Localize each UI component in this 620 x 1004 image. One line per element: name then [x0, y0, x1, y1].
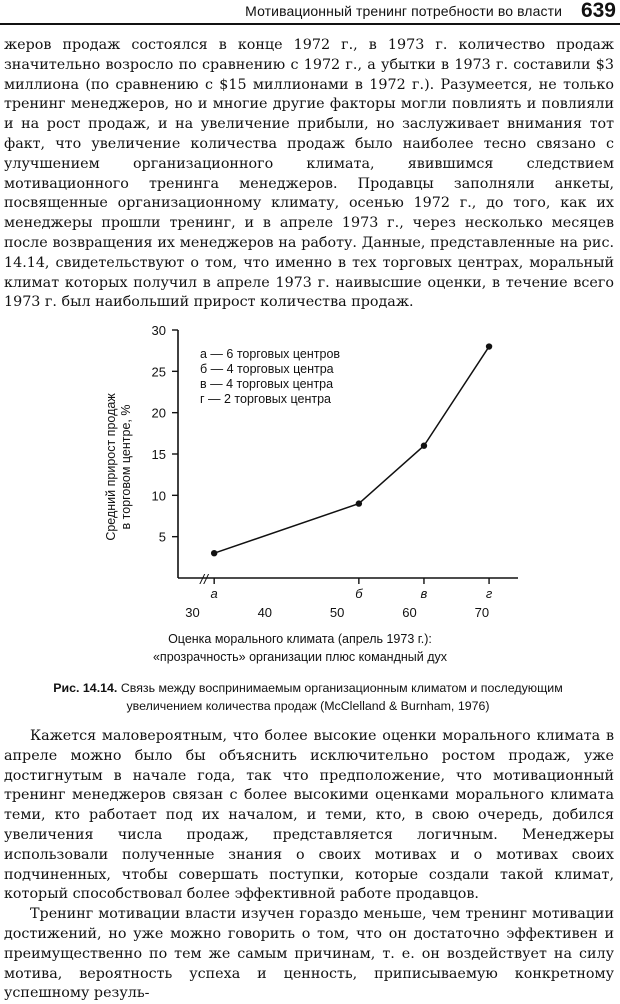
- point-label-2: в: [420, 586, 428, 601]
- x-tick-label-2: 50: [329, 605, 345, 620]
- chart-legend: [200, 347, 340, 406]
- figure-caption: [20, 679, 596, 715]
- x-axis-label-line1: Оценка морального климата (апрель 1973 г.):: [168, 632, 432, 646]
- data-point-0: [211, 550, 217, 556]
- x-tick-label-3: 60: [402, 605, 417, 620]
- x-tick-label-4: 70: [474, 605, 490, 620]
- y-axis-label-line1: Средний прирост продаж: [104, 393, 118, 541]
- running-title: Мотивационный тренинг потребности во власти: [245, 3, 562, 19]
- y-tick-label-0: 5: [158, 529, 166, 545]
- axis-break-mark: //: [200, 571, 208, 587]
- point-label-0: а: [210, 586, 218, 601]
- data-point-1: [356, 500, 362, 506]
- y-tick-label-5: 30: [151, 323, 166, 338]
- y-tick-label-3: 20: [151, 405, 166, 421]
- body-text-top: [4, 36, 614, 313]
- paragraph-top: жеров продаж состоялся в конце 1972 г., в 1973 г. количество продаж значительно возросло по сравнению с 1972 г., а убытки в 1973 г. составили $3 миллиона (по сравнению с $15 миллионами в 1972 г.). Разумеется, не только тренинг менеджеров, но и многие другие факторы могли повлиять и повлияли и на рост продаж, и на увеличение прибыли, но заслуживает внимания тот факт, что увеличение количества продаж было наиболее тесно связано с улучшением организационного климата, явившимся следствием мотивационного тренинга менеджеров. Продавцы заполняли анкеты, посвященные организационному климату, осенью 1972 г., до того, как их менеджеры прошли тренинг, и в апреле 1973 г., через несколько месяцев после возвращения их менеджеров на работу. Данные, представленные на рис. 14.14, свидетельствуют о том, что именно в тех торговых центрах, моральный климат которых получил в апреле 1973 г. наивысшие оценки, в течение всего 1973 г. был наибольший прирост количества продаж.: [4, 37, 614, 311]
- point-label-1: б: [355, 586, 363, 601]
- x-axis-label-line2: «прозрачность» организации плюс командный дух: [152, 650, 448, 664]
- paragraph-bottom-1: Кажется маловероятным, что более высокие оценки морального климата в апреле можно было бы объяснить исключительно ростом продаж, уже достигнутым в начале года, так что предположение, что мотивационный тренинг менеджеров связан с более высокими оценками морального климата теми, кто работает под их началом, и теми, кто, в свою очередь, добился увеличения числа продаж, представляется логичным. Менеджеры использовали полученные знания о своих мотивах и о мотивах своих подчиненных, чтобы совершать поступки, которые создали такой климат, который способствовал более эффективной работе продавцов.: [4, 728, 614, 903]
- caption-label: Рис. 14.14.: [53, 681, 118, 695]
- body-text-bottom: [4, 727, 614, 1004]
- legend-entry-1: б — 4 торговых центра: [200, 362, 334, 376]
- data-point-3: [486, 343, 492, 349]
- x-tick-label-1: 40: [257, 605, 273, 620]
- x-tick-label-0: 30: [185, 605, 200, 620]
- paragraph-bottom-2: Тренинг мотивации власти изучен гораздо меньше, чем тренинг мотивации достижений, но уже можно говорить о том, что он достаточно эффективен и преимущественно по тем же самым причинам, т. е. он воздействует на силу мотива, вероятность успеха и ценность, приписываемую конкретному успешному резуль-: [4, 906, 614, 1002]
- y-tick-label-2: 15: [151, 447, 166, 462]
- y-axis-label-line2: в торговом центре, %: [119, 404, 133, 530]
- point-label-3: г: [485, 586, 493, 601]
- legend-entry-0: а — 6 торговых центров: [200, 347, 341, 361]
- y-ticks: [152, 323, 178, 545]
- y-tick-label-4: 25: [151, 364, 166, 380]
- y-tick-label-1: 10: [151, 488, 166, 504]
- data-point-2: [421, 443, 427, 449]
- figure-14-14: [100, 320, 540, 670]
- legend-entry-3: г — 2 торговых центра: [200, 392, 332, 406]
- page-number: 639: [580, 0, 616, 22]
- caption-text: Связь между воспринимаемым организационным климатом и последующим увеличением количества продаж (McClelland & Burnham, 1976): [120, 681, 563, 713]
- running-head: [0, 0, 620, 24]
- line-chart: [100, 320, 540, 670]
- legend-entry-2: в — 4 торговых центра: [200, 377, 334, 391]
- x-ticks: [185, 605, 489, 620]
- header-rule: [0, 23, 620, 25]
